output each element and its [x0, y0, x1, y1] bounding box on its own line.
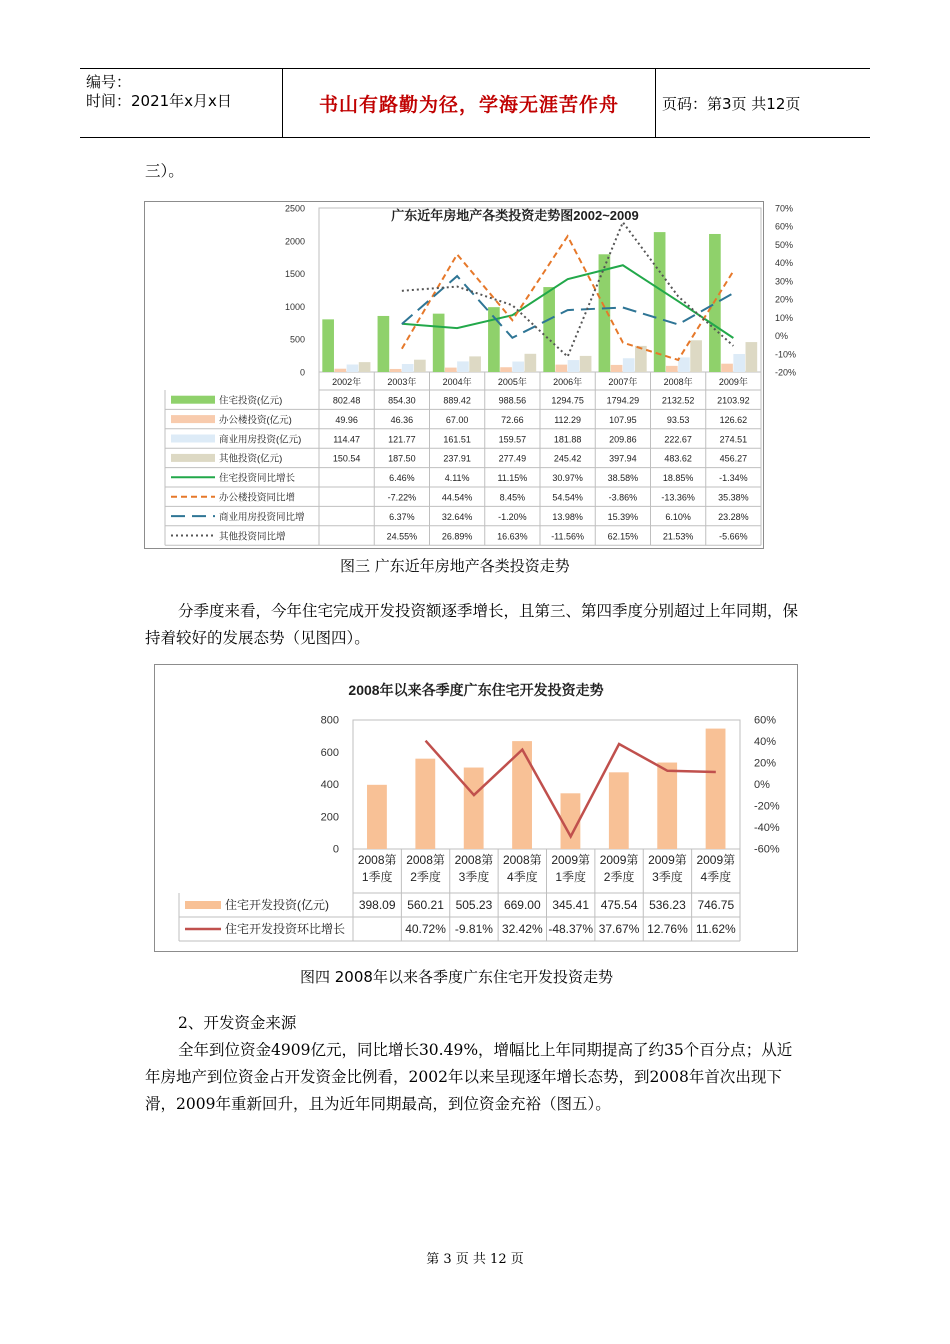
data-label: -13.36%: [661, 492, 695, 503]
data-label: 1294.75: [551, 395, 584, 406]
y-tick-label: 0: [332, 843, 339, 856]
y-tick-label: 0: [299, 367, 305, 378]
data-label: -1.34%: [719, 473, 748, 484]
bar: [678, 357, 690, 372]
data-label: 26.89%: [441, 531, 473, 542]
data-label: 16.63%: [497, 531, 528, 542]
data-label: 93.53: [666, 414, 690, 425]
x-tick-label: 1季度: [361, 870, 393, 884]
data-label: 13.98%: [552, 511, 583, 522]
data-label: 483.62: [664, 453, 692, 464]
bar: [746, 342, 758, 372]
y2-tick-label: 60%: [775, 221, 794, 232]
data-label: 345.41: [552, 897, 590, 912]
data-label: 456.27: [719, 453, 748, 464]
data-label: 277.49: [498, 453, 527, 464]
y2-tick-label: -10%: [775, 349, 797, 360]
data-label: 475.54: [600, 897, 638, 912]
x-tick-label: 2008第: [502, 853, 542, 867]
bar: [469, 356, 481, 372]
header-info: [80, 69, 282, 137]
x-tick-label: 2008第: [357, 853, 397, 867]
data-label: 2132.52: [661, 395, 695, 406]
section-title: 2、开发资金来源: [178, 1014, 297, 1032]
y-tick-label: 1500: [284, 269, 305, 280]
legend-key: [171, 396, 215, 404]
data-label: -11.56%: [551, 531, 585, 542]
x-tick-label: 2季度: [410, 870, 441, 884]
data-label: 274.51: [719, 434, 748, 445]
data-label: 209.86: [609, 434, 637, 445]
data-label: 30.97%: [552, 473, 583, 484]
data-label: 746.75: [697, 897, 735, 912]
page-footer: 第 3 页 共 12 页: [426, 1252, 524, 1267]
data-label: 245.42: [553, 453, 582, 464]
bar: [525, 354, 537, 372]
bar: [666, 366, 678, 372]
bar: [580, 356, 592, 372]
data-label: 35.38%: [718, 492, 749, 503]
data-label: 62.15%: [607, 531, 639, 542]
header-page-cell: [654, 69, 870, 137]
y-tick-label: 500: [289, 334, 305, 345]
data-label: -7.22%: [387, 492, 417, 503]
x-tick-label: 2002年: [332, 377, 362, 387]
series-line: [402, 222, 734, 356]
data-label: 15.39%: [607, 511, 639, 522]
data-label: 159.57: [498, 434, 527, 445]
bar: [334, 369, 346, 372]
data-label: 669.00: [503, 897, 541, 912]
y2-tick-label: 70%: [775, 203, 794, 214]
bar: [402, 364, 414, 372]
bar: [690, 340, 702, 372]
bar: [347, 364, 359, 372]
x-tick-label: 2003年: [387, 377, 417, 387]
data-label: 889.42: [443, 395, 471, 406]
data-label: 114.47: [333, 434, 361, 445]
data-label: 6.10%: [665, 511, 691, 522]
y2-tick-label: 0%: [754, 779, 770, 791]
bar: [568, 360, 580, 372]
legend-key: [171, 454, 215, 462]
legend-key: [185, 901, 221, 909]
paragraph-2: 全年到位资金4909亿元，同比增长30.49%，增幅比上年同期提高了约35个百分点；从近年房地产到位资金占开发资金比例看，2002年以来呈现逐年增长态势，到2008年首次出现下滑，2009年重新回升，且为近年同期最高，到位资金充裕（图五）。: [145, 1041, 793, 1113]
paragraph-1: 分季度来看，今年住宅完成开发投资额逐季增长，且第三、第四季度分别超过上年同期，保持着较好的发展态势（见图四）。: [145, 602, 799, 647]
x-tick-label: 2009年: [718, 377, 748, 387]
bar: [733, 354, 745, 372]
x-tick-label: 2007年: [608, 377, 638, 387]
legend-label: 其他投资(亿元): [219, 453, 283, 465]
bar: [721, 364, 733, 372]
chart-fig4: [154, 664, 798, 952]
legend-label: 商业用房投资同比增: [219, 511, 305, 523]
data-label: 32.64%: [441, 511, 473, 522]
data-label: 38.58%: [607, 473, 639, 484]
legend-label: 商业用房投资(亿元): [219, 434, 302, 446]
x-tick-label: 1季度: [555, 870, 587, 884]
series-line: [402, 236, 734, 360]
x-tick-label: 2004年: [442, 377, 472, 387]
y-tick-label: 600: [320, 746, 339, 759]
data-label: 32.42%: [501, 921, 543, 936]
y2-tick-label: 30%: [775, 276, 794, 287]
data-label: 107.95: [609, 414, 637, 425]
data-label: 398.09: [358, 897, 396, 912]
data-label: 560.21: [407, 897, 444, 912]
series-line: [402, 265, 734, 338]
data-label: 4.11%: [444, 473, 470, 484]
data-label: 24.55%: [386, 531, 418, 542]
data-label: -48.37%: [548, 921, 594, 936]
data-label: 12.76%: [647, 921, 688, 936]
bar: [709, 234, 721, 372]
x-tick-label: 2季度: [603, 870, 635, 884]
bar: [414, 360, 426, 372]
legend-label: 住宅开发投资(亿元): [225, 897, 329, 912]
bar: [512, 362, 524, 372]
bar: [390, 369, 402, 372]
bar: [555, 365, 567, 372]
bar: [433, 314, 445, 372]
y-tick-label: 1000: [284, 301, 305, 312]
data-label: 161.51: [443, 434, 471, 445]
data-label: 18.85%: [662, 473, 694, 484]
header-motto: 书山有路勤为径，学海无涯苦作舟: [318, 93, 619, 116]
plot-area: [353, 720, 740, 849]
x-tick-label: 2009第: [648, 853, 687, 867]
y2-tick-label: 20%: [775, 294, 794, 305]
bar: [457, 361, 469, 372]
legend-label: 其他投资同比增: [219, 531, 286, 543]
data-label: 6.46%: [389, 473, 415, 484]
bar: [415, 759, 435, 849]
x-tick-label: 2008第: [406, 853, 445, 867]
data-label: -5.66%: [719, 531, 748, 542]
x-tick-label: 2006年: [553, 377, 583, 387]
chart-title: 2008年以来各季度广东住宅开发投资走势: [348, 682, 604, 698]
legend-label: 住宅投资同比增长: [219, 473, 296, 485]
x-tick-label: 3季度: [652, 870, 683, 884]
data-label: 72.66: [501, 414, 524, 425]
legend-label: 办公楼投资(亿元): [219, 414, 292, 426]
data-label: 505.23: [455, 897, 493, 912]
fig3-caption: 图三 广东近年房地产各类投资走势: [340, 557, 570, 575]
fig4-caption: 图四 2008年以来各季度广东住宅开发投资走势: [300, 968, 613, 986]
y2-tick-label: -20%: [775, 367, 797, 378]
legend-key: [171, 435, 215, 443]
bar: [322, 319, 334, 372]
header-motto-cell: [282, 69, 656, 137]
y2-tick-label: 40%: [754, 736, 777, 748]
chart-fig3-svg: [145, 202, 797, 548]
data-label: -3.86%: [608, 492, 638, 503]
x-tick-label: 2005年: [497, 377, 527, 387]
x-tick-label: 2008第: [454, 853, 494, 867]
number-label: 编号：: [86, 73, 132, 91]
y2-tick-label: -40%: [754, 822, 780, 834]
data-label: 2103.92: [717, 395, 750, 406]
bar: [623, 358, 635, 372]
page-label: 页码：第3页 共12页: [662, 94, 801, 113]
data-label: 121.77: [388, 434, 416, 445]
data-label: 854.30: [388, 395, 416, 406]
data-label: 11.15%: [497, 473, 528, 484]
data-label: 112.29: [554, 414, 582, 425]
data-label: 988.56: [498, 395, 527, 406]
x-tick-label: 2009第: [599, 853, 639, 867]
data-label: 23.28%: [718, 511, 749, 522]
bar: [500, 367, 512, 372]
data-label: 181.88: [553, 434, 582, 445]
y2-tick-label: -20%: [754, 800, 780, 813]
data-label: 46.36: [390, 414, 414, 425]
x-tick-label: 2008年: [663, 377, 693, 387]
data-label: 397.94: [609, 453, 637, 464]
y2-tick-label: -60%: [754, 843, 780, 856]
data-label: 67.00: [445, 414, 469, 425]
x-tick-label: 3季度: [458, 870, 490, 884]
x-tick-label: 4季度: [700, 870, 732, 884]
data-label: 6.37%: [389, 511, 415, 522]
y2-tick-label: 20%: [754, 757, 777, 770]
y2-tick-label: 10%: [775, 312, 794, 323]
y-tick-label: 2000: [284, 236, 305, 247]
data-label: 40.72%: [405, 921, 446, 936]
x-tick-label: 4季度: [506, 870, 538, 884]
data-label: 21.53%: [662, 531, 694, 542]
x-tick-label: 2009第: [696, 853, 736, 867]
data-label: 126.62: [719, 414, 748, 425]
legend-key: [171, 415, 215, 423]
legend-label: 办公楼投资同比增: [219, 492, 296, 504]
y2-tick-label: 0%: [775, 331, 789, 342]
data-label: -9.81%: [454, 921, 493, 936]
data-label: 49.96: [335, 414, 358, 425]
legend-label: 住宅投资(亿元): [219, 395, 283, 407]
data-label: 536.23: [649, 897, 686, 912]
bar: [464, 768, 484, 849]
bar: [543, 287, 555, 372]
time-label: 时间：2021年x月x日: [86, 92, 232, 110]
data-label: 222.67: [664, 434, 692, 445]
text-fragment: 三）。: [145, 162, 184, 180]
x-tick-label: 2009第: [551, 853, 591, 867]
bar: [706, 729, 726, 849]
bar: [359, 362, 371, 372]
y-tick-label: 2500: [284, 203, 305, 214]
data-label: 54.54%: [552, 492, 583, 503]
chart-title: 广东近年房地产各类投资走势图2002~2009: [391, 208, 639, 223]
page-header: [80, 68, 870, 138]
y2-tick-label: 60%: [754, 714, 777, 727]
bar: [657, 763, 677, 849]
bar: [378, 316, 390, 372]
data-label: 187.50: [388, 453, 416, 464]
data-label: 44.54%: [441, 492, 473, 503]
bar: [367, 785, 387, 849]
bar: [654, 232, 666, 372]
y-tick-label: 400: [320, 779, 339, 791]
legend-label: 住宅开发投资环比增长: [225, 921, 346, 936]
bar: [635, 346, 647, 372]
bar: [445, 368, 457, 372]
data-label: -1.20%: [498, 511, 527, 522]
bar: [611, 365, 623, 372]
chart-fig3: [144, 201, 797, 549]
data-label: 150.54: [332, 453, 361, 464]
data-label: 237.91: [443, 453, 471, 464]
data-label: 8.45%: [499, 492, 526, 503]
data-label: 37.67%: [598, 921, 640, 936]
y2-tick-label: 50%: [775, 239, 794, 250]
y-tick-label: 200: [320, 811, 339, 824]
y2-tick-label: 40%: [775, 258, 794, 269]
chart-fig4-svg: [155, 665, 797, 951]
data-label: 11.62%: [695, 921, 736, 936]
data-label: 802.48: [332, 395, 361, 406]
y-tick-label: 800: [320, 714, 339, 727]
bar: [609, 772, 629, 849]
data-label: 1794.29: [606, 395, 640, 406]
